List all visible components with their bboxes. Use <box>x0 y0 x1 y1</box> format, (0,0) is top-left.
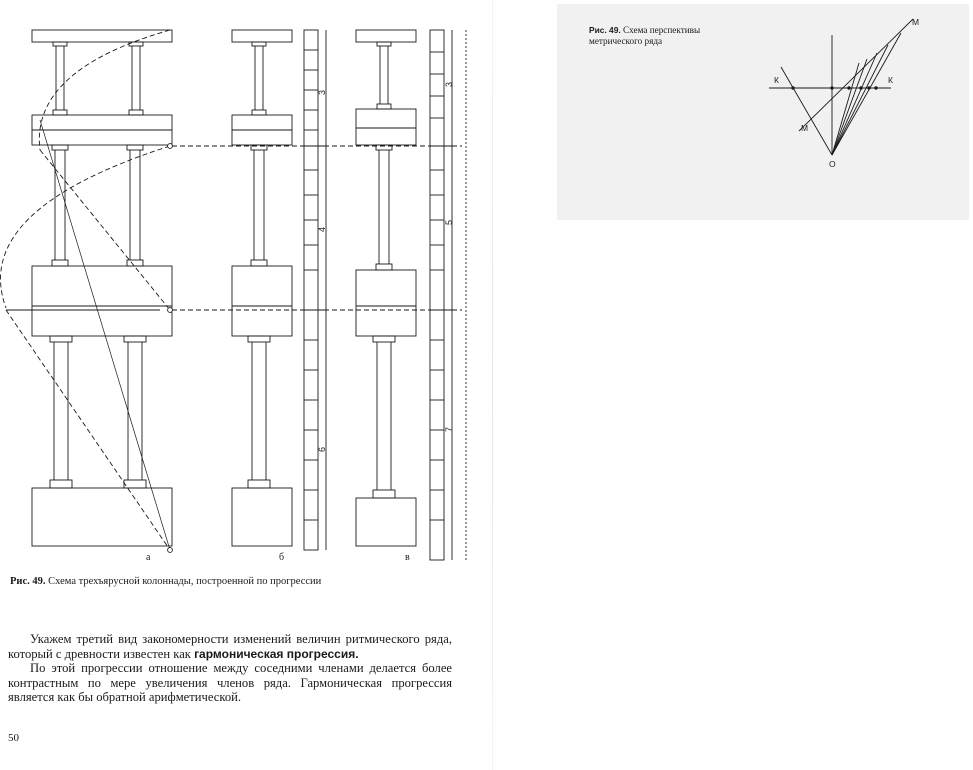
paragraph-1-text: Укажем третий вид закономерности изменений величин ритмического ряда, который с древности известен как <box>8 632 452 661</box>
colonnade-drawing <box>0 10 480 570</box>
scale-c-label-1: 3 <box>444 81 455 88</box>
label-m-top: М <box>912 17 920 27</box>
scale-c-label-3: 7 <box>444 426 455 433</box>
scale-b-label-2: 4 <box>317 226 328 233</box>
paragraph-1-term: гармоническая прогрессия. <box>194 646 359 661</box>
page-fold <box>492 0 493 770</box>
subfig-label-c: в <box>405 552 410 563</box>
label-k-left: К <box>774 75 779 85</box>
colonnade-a <box>1 30 462 552</box>
subfig-label-b: б <box>279 552 285 563</box>
perspective-drawing <box>755 15 930 175</box>
figure-caption <box>10 576 480 589</box>
body-text <box>8 632 452 705</box>
right-figure-caption <box>589 25 739 47</box>
figure-caption-text: Схема трехъярусной колоннады, построенной по прогрессии <box>48 576 322 587</box>
page-number: 50 <box>8 732 19 744</box>
paragraph-1 <box>8 632 452 661</box>
label-k-right: К <box>888 75 893 85</box>
right-caption-prefix: Рис. 49. <box>589 25 621 35</box>
subfig-label-a: а <box>146 552 151 563</box>
scale-ticks-c <box>430 52 454 520</box>
scale-b-label-1: 3 <box>317 89 328 96</box>
label-origin: О <box>829 159 836 169</box>
label-m-left: М <box>801 123 809 133</box>
scale-c-label-2: 5 <box>444 219 455 226</box>
colonnade-c <box>356 30 466 560</box>
figure-caption-prefix: Рис. 49. <box>10 576 46 587</box>
right-caption-text: Схема перспективы метрического ряда <box>589 25 701 46</box>
colonnade-b <box>232 30 328 550</box>
scale-b-label-3: 6 <box>317 446 328 453</box>
paragraph-2: По этой прогрессии отношение между соседними членами делается более контрастным по мере увеличения членов ряда. Гармоническая прогрессия является как бы обратной арифметической. <box>8 661 452 705</box>
